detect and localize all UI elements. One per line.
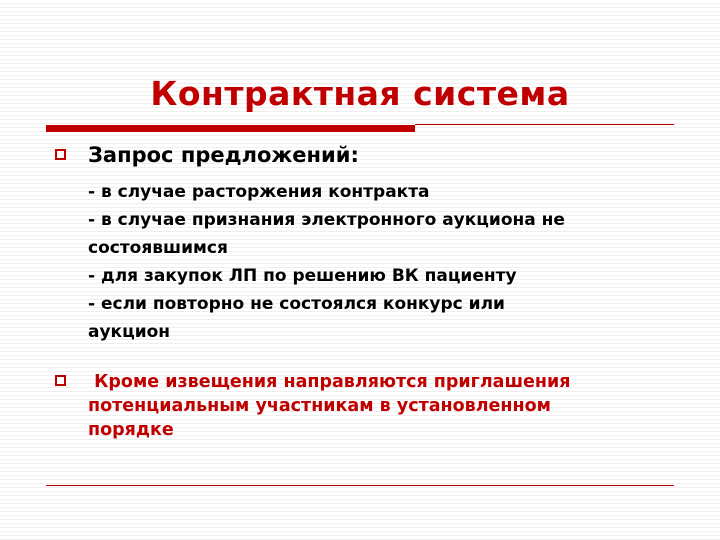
title-underline-thick xyxy=(46,125,415,132)
list-item xyxy=(88,262,565,290)
hollow-square-bullet-icon xyxy=(55,149,66,160)
hollow-square-bullet-icon xyxy=(55,375,66,386)
list-item-line: - в случае расторжения контракта xyxy=(88,182,430,202)
list-item-line: аукцион xyxy=(88,322,171,342)
bottom-rule xyxy=(46,485,674,486)
sub-item-list xyxy=(88,178,565,346)
list-item-line: - для закупок ЛП по решению ВК пациенту xyxy=(88,266,517,286)
section-heading: Запрос предложений: xyxy=(88,143,359,167)
list-item-line: - если повторно не состоялся конкурс или xyxy=(88,294,505,314)
note-line: Кроме извещения направляются приглашения xyxy=(88,372,571,392)
note-line: порядке xyxy=(88,420,174,440)
note-line: потенциальным участникам в установленном xyxy=(88,396,551,416)
title-underline-thin xyxy=(415,124,674,125)
list-item xyxy=(88,206,565,262)
list-item-line: состоявшимся xyxy=(88,238,228,258)
list-item xyxy=(88,178,565,206)
list-item-line: - в случае признания электронного аукциона не xyxy=(88,210,565,230)
slide-title: Контрактная система xyxy=(150,74,570,113)
note-text xyxy=(88,370,571,442)
list-item xyxy=(88,290,565,346)
